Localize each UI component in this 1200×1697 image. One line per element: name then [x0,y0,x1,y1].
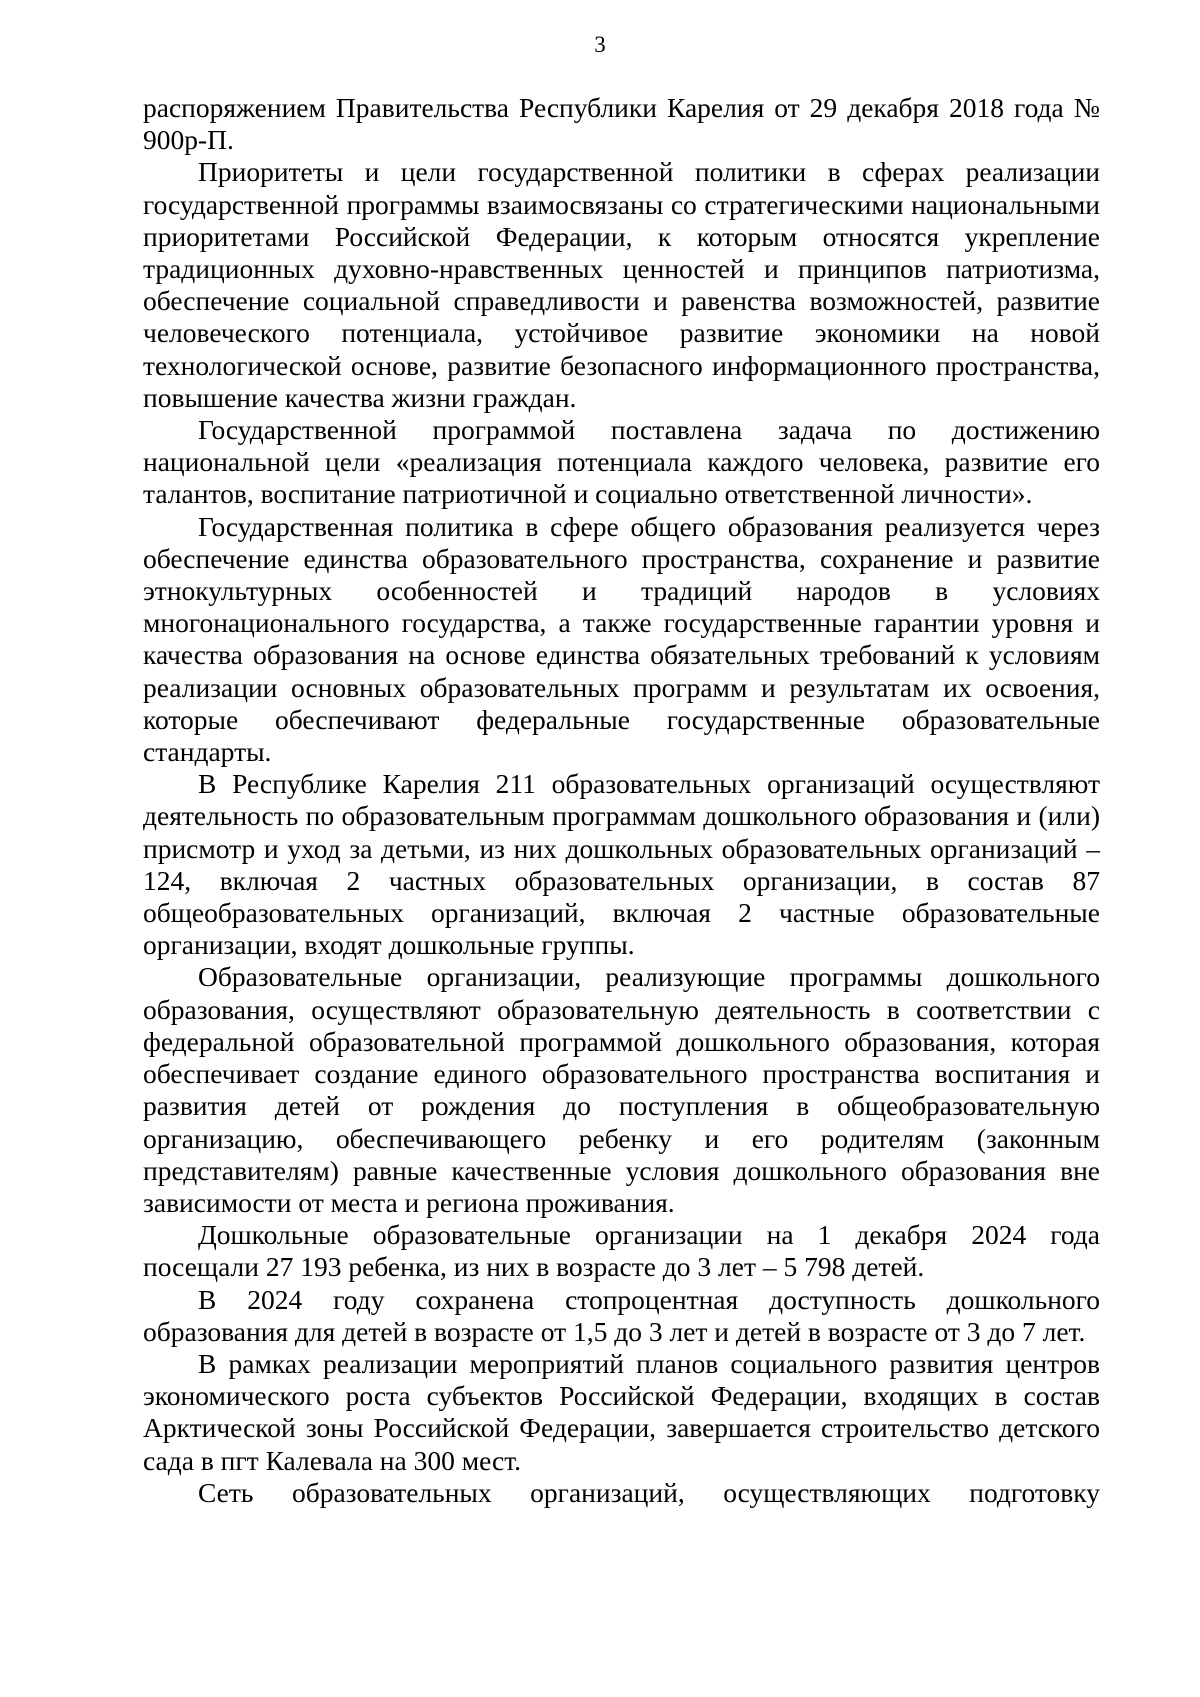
paragraph: Образовательные организации, реализующие программы дошкольного образования, осуществляют образовательную деятельность в соответствии с федеральной образовательной программой дошкольного образования, которая обеспечивает создание единого образовательного пространства воспитания и развития детей от рождения до поступления в общеобразовательную организацию, обеспечивающего ребенку и его родителям (законным представителям) равные качественные условия дошкольного образования вне зависимости от места и региона проживания. [143,961,1100,1218]
paragraph: Государственная политика в сфере общего образования реализуется через обеспечение единства образовательного пространства, сохранение и развитие этнокультурных особенностей и традиций народов в условиях многонационального государства, а также государственные гарантии уровня и качества образования на основе единства обязательных требований к условиям реализации основных образовательных программ и результатам их освоения, которые обеспечивают федеральные государственные образовательные стандарты. [143,510,1100,768]
page-number: 3 [594,32,606,57]
paragraph: Дошкольные образовательные организации на 1 декабря 2024 года посещали 27 193 ребенка, из них в возрасте до 3 лет – 5 798 детей. [143,1219,1100,1283]
paragraph: распоряжением Правительства Республики Карелия от 29 декабря 2018 года № 900р-П. [143,92,1100,156]
paragraph: Приоритеты и цели государственной политики в сферах реализации государственной программы взаимосвязаны со стратегическими национальными приоритетами Российской Федерации, к которым относятся укрепление традиционных духовно-нравственных ценностей и принципов патриотизма, обеспечение социальной справедливости и равенства возможностей, развитие человеческого потенциала, устойчивое развитие экономики на новой технологической основе, развитие безопасного информационного пространства, повышение качества жизни граждан. [143,156,1100,413]
paragraph: Государственной программой поставлена задача по достижению национальной цели «реализация потенциала каждого человека, развитие его талантов, воспитание патриотичной и социально ответственной личности». [143,414,1100,510]
paragraph: В Республике Карелия 211 образовательных организаций осуществляют деятельность по образовательным программам дошкольного образования и (или) присмотр и уход за детьми, из них дошкольных образовательных организаций – 124, включая 2 частных образовательных организации, в состав 87 общеобразовательных организаций, включая 2 частные образовательные организации, входят дошкольные группы. [143,768,1100,961]
paragraph-continued: Сеть образовательных организаций, осуществляющих подготовку [198,1476,1100,1508]
paragraph: В 2024 году сохранена стопроцентная доступность дошкольного образования для детей в возрасте от 1,5 до 3 лет и детей в возрасте от 3 до 7 лет. [143,1283,1100,1347]
document-body [143,92,1100,1509]
paragraph: В рамках реализации мероприятий планов социального развития центров экономического роста субъектов Российской Федерации, входящих в состав Арктической зоны Российской Федерации, завершается строительство детского сада в пгт Калевала на 300 мест. [143,1347,1100,1476]
